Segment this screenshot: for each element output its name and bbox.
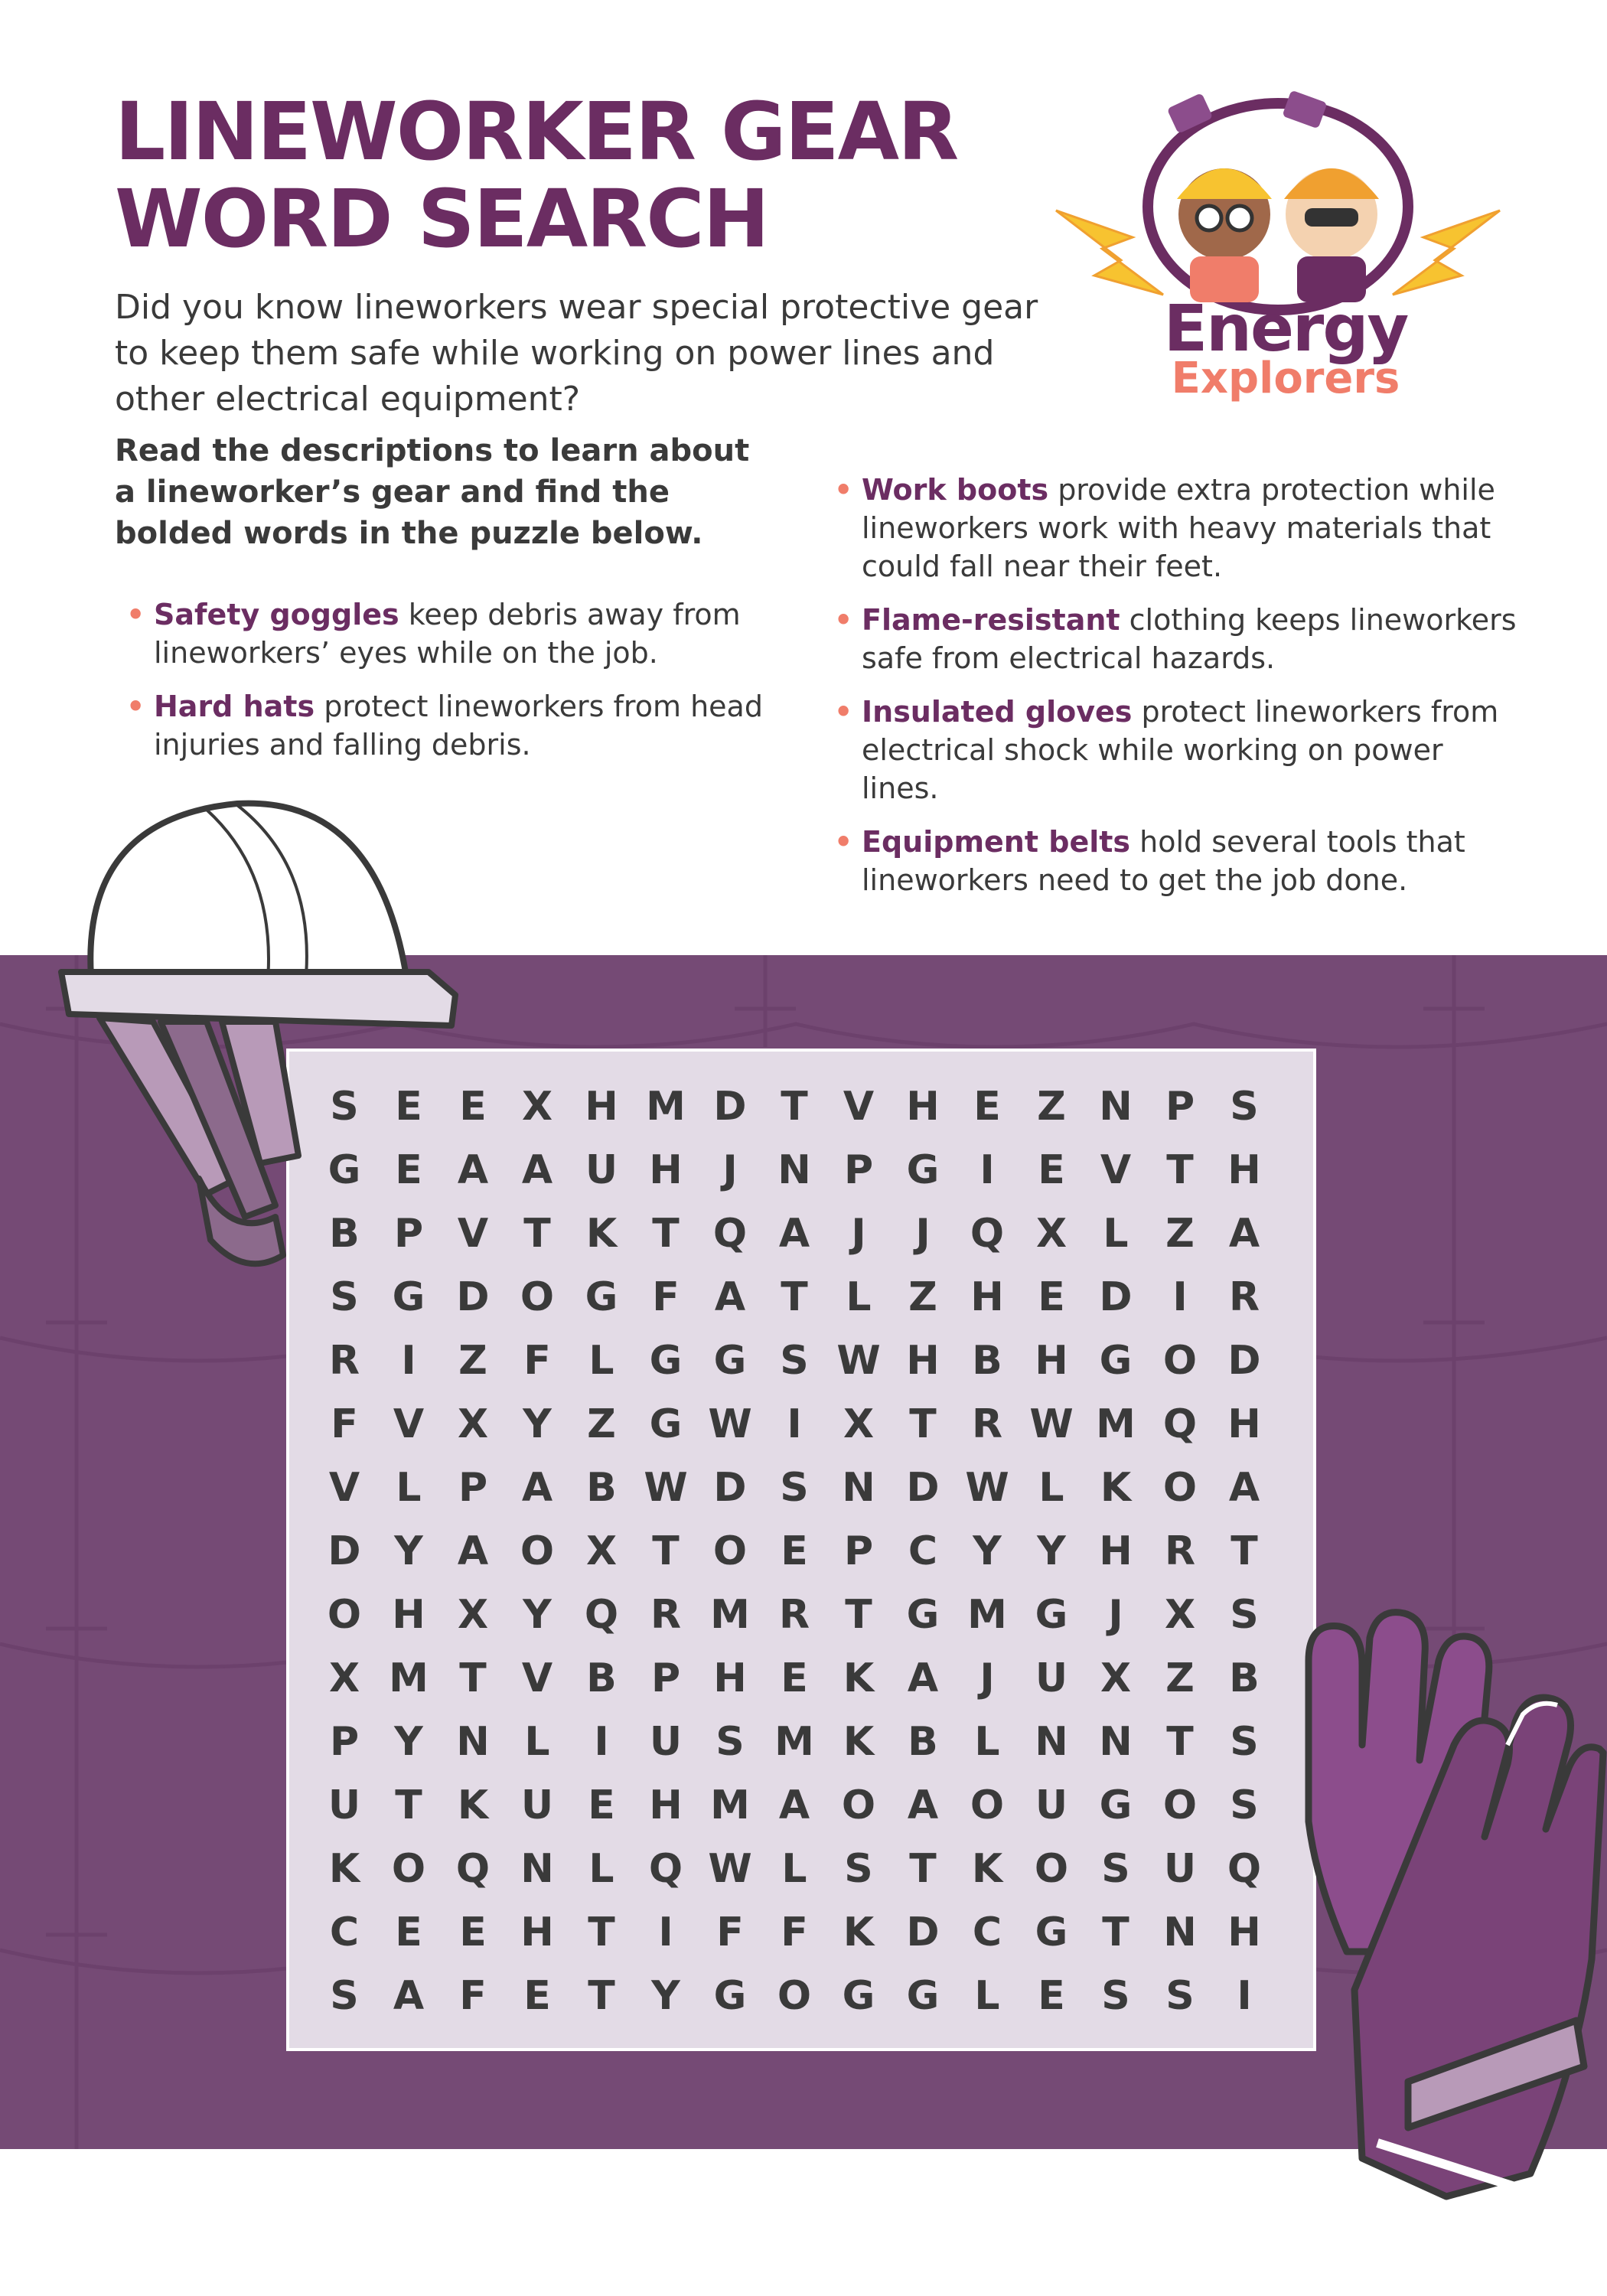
puzzle-letter[interactable]: K xyxy=(1100,1464,1132,1511)
puzzle-letter[interactable]: I xyxy=(658,1909,673,1955)
puzzle-letter[interactable]: L xyxy=(846,1274,872,1320)
puzzle-letter[interactable]: K xyxy=(328,1845,360,1892)
puzzle-letter[interactable]: V xyxy=(393,1401,425,1447)
puzzle-letter[interactable]: F xyxy=(716,1909,744,1955)
puzzle-letter[interactable]: H xyxy=(649,1146,683,1193)
puzzle-letter[interactable]: J xyxy=(915,1210,931,1257)
puzzle-letter[interactable]: X xyxy=(457,1401,489,1447)
gear-descriptions-left xyxy=(126,595,815,779)
puzzle-letter[interactable]: T xyxy=(1166,1146,1194,1193)
insulated-gloves-icon xyxy=(1255,1592,1607,2219)
puzzle-letter[interactable]: H xyxy=(1227,1909,1261,1955)
hard-hat-icon xyxy=(46,765,474,1286)
puzzle-letter[interactable]: A xyxy=(393,1972,425,2019)
puzzle-letter[interactable]: S xyxy=(330,1972,359,2019)
puzzle-letter[interactable]: S xyxy=(1101,1972,1130,2019)
puzzle-letter[interactable]: G xyxy=(1035,1909,1068,1955)
puzzle-letter[interactable]: Z xyxy=(587,1401,616,1447)
puzzle-letter[interactable]: G xyxy=(713,1337,747,1384)
puzzle-letter[interactable]: G xyxy=(392,1274,425,1320)
puzzle-letter[interactable]: D xyxy=(1099,1274,1133,1320)
puzzle-letter[interactable]: T xyxy=(1166,1718,1194,1765)
puzzle-letter[interactable]: E xyxy=(395,1083,422,1130)
bullet-icon: • xyxy=(834,825,853,859)
puzzle-letter[interactable]: H xyxy=(906,1083,940,1130)
puzzle-letter[interactable]: E xyxy=(781,1528,808,1574)
puzzle-letter[interactable]: G xyxy=(585,1274,618,1320)
kid-left-icon xyxy=(1177,168,1272,302)
puzzle-letter[interactable]: K xyxy=(843,1718,875,1765)
puzzle-letter[interactable]: Y xyxy=(394,1528,423,1574)
gear-descriptions-right xyxy=(834,471,1523,915)
puzzle-letter[interactable]: W xyxy=(836,1337,881,1384)
puzzle-letter[interactable]: U xyxy=(1035,1655,1068,1701)
puzzle-letter[interactable]: G xyxy=(906,1972,940,2019)
puzzle-letter[interactable]: X xyxy=(1100,1655,1132,1701)
bullet-icon: • xyxy=(834,473,853,507)
description-item xyxy=(834,471,1523,585)
puzzle-letter[interactable]: W xyxy=(708,1401,752,1447)
puzzle-letter[interactable]: I xyxy=(594,1718,609,1765)
puzzle-letter[interactable]: X xyxy=(1164,1591,1196,1638)
puzzle-letter[interactable]: I xyxy=(401,1337,416,1384)
puzzle-letter[interactable]: U xyxy=(1163,1845,1197,1892)
bullet-icon: • xyxy=(834,695,853,729)
bullet-icon: • xyxy=(126,690,145,723)
page-title xyxy=(115,85,958,266)
puzzle-letter[interactable]: A xyxy=(907,1782,939,1828)
instructions-text: Read the descriptions to learn about a lineworker’s gear and find the bolded words in the puzzle below. xyxy=(115,433,750,551)
puzzle-letter[interactable]: Y xyxy=(394,1718,423,1765)
puzzle-letter[interactable]: G xyxy=(1099,1337,1133,1384)
puzzle-letter[interactable]: F xyxy=(523,1337,551,1384)
puzzle-letter[interactable]: T xyxy=(523,1210,551,1257)
puzzle-letter[interactable]: B xyxy=(908,1718,938,1765)
puzzle-letter[interactable]: A xyxy=(714,1274,746,1320)
puzzle-letter[interactable]: D xyxy=(906,1909,940,1955)
puzzle-letter[interactable]: B xyxy=(329,1210,360,1257)
puzzle-letter[interactable]: Q xyxy=(1162,1401,1198,1447)
puzzle-letter[interactable]: T xyxy=(909,1401,937,1447)
puzzle-letter[interactable]: F xyxy=(652,1274,680,1320)
puzzle-letter[interactable]: H xyxy=(713,1655,747,1701)
puzzle-letter[interactable]: O xyxy=(391,1845,426,1892)
puzzle-letter[interactable]: E xyxy=(588,1782,615,1828)
puzzle-letter[interactable]: G xyxy=(906,1146,940,1193)
puzzle-letter[interactable]: G xyxy=(713,1972,747,2019)
puzzle-letter[interactable]: K xyxy=(843,1655,875,1701)
puzzle-letter[interactable]: E xyxy=(459,1083,487,1130)
plug-icon xyxy=(1167,90,1328,134)
puzzle-letter[interactable]: M xyxy=(1096,1401,1136,1447)
puzzle-letter[interactable]: Q xyxy=(712,1210,748,1257)
puzzle-letter[interactable]: C xyxy=(972,1909,1002,1955)
puzzle-letter[interactable]: T xyxy=(588,1972,615,2019)
puzzle-letter[interactable]: X xyxy=(328,1655,360,1701)
puzzle-letter[interactable]: A xyxy=(457,1146,489,1193)
puzzle-letter[interactable]: E xyxy=(973,1083,1001,1130)
puzzle-letter[interactable]: P xyxy=(843,1146,874,1193)
puzzle-letter[interactable]: S xyxy=(780,1464,809,1511)
puzzle-letter[interactable]: T xyxy=(1102,1909,1129,1955)
puzzle-letter[interactable]: T xyxy=(459,1655,487,1701)
puzzle-letter[interactable]: L xyxy=(524,1718,550,1765)
puzzle-letter[interactable]: A xyxy=(521,1146,553,1193)
lightning-bolt-icon xyxy=(1056,210,1500,295)
puzzle-letter[interactable]: Y xyxy=(973,1528,1002,1574)
kid-right-icon xyxy=(1284,168,1379,302)
puzzle-letter[interactable]: M xyxy=(389,1655,429,1701)
puzzle-letter[interactable]: S xyxy=(330,1083,359,1130)
puzzle-letter[interactable]: F xyxy=(781,1909,808,1955)
puzzle-letter[interactable]: C xyxy=(908,1528,938,1574)
puzzle-letter[interactable]: G xyxy=(1099,1782,1133,1828)
puzzle-letter[interactable]: G xyxy=(328,1146,361,1193)
puzzle-letter[interactable]: O xyxy=(1162,1337,1198,1384)
puzzle-letter[interactable]: I xyxy=(1237,1972,1252,2019)
puzzle-letter[interactable]: S xyxy=(715,1718,745,1765)
puzzle-letter[interactable]: W xyxy=(1029,1401,1074,1447)
puzzle-letter[interactable]: K xyxy=(971,1845,1003,1892)
puzzle-letter[interactable]: J xyxy=(980,1655,995,1701)
intro-text: Did you know lineworkers wear special protective gear to keep them safe while working on power lines and other electrical equipment? xyxy=(115,288,1038,419)
puzzle-letter[interactable]: S xyxy=(780,1337,809,1384)
description-term: Flame-resistant xyxy=(862,603,1120,637)
puzzle-letter[interactable]: Z xyxy=(1165,1210,1195,1257)
puzzle-letter[interactable]: O xyxy=(777,1972,812,2019)
puzzle-letter[interactable]: Z xyxy=(1165,1655,1195,1701)
puzzle-letter[interactable]: T xyxy=(395,1782,422,1828)
puzzle-letter[interactable]: X xyxy=(457,1591,489,1638)
description-text: protect lineworkers from electrical shock while working on power lines. xyxy=(862,695,1499,805)
puzzle-letter[interactable]: P xyxy=(458,1464,488,1511)
logo-text-energy: Energy xyxy=(1163,291,1408,366)
description-text: hold several tools that lineworkers need to get the job done. xyxy=(862,825,1465,897)
puzzle-letter[interactable]: T xyxy=(845,1591,872,1638)
title-line-2: WORD SEARCH xyxy=(115,172,768,266)
puzzle-letter[interactable]: G xyxy=(842,1972,875,2019)
puzzle-letter[interactable]: O xyxy=(520,1528,555,1574)
puzzle-letter[interactable]: E xyxy=(1038,1972,1065,2019)
puzzle-letter[interactable]: W xyxy=(965,1464,1009,1511)
puzzle-letter[interactable]: B xyxy=(972,1337,1002,1384)
puzzle-letter[interactable]: X xyxy=(1035,1210,1068,1257)
puzzle-letter[interactable]: A xyxy=(907,1655,939,1701)
description-term: Hard hats xyxy=(154,690,315,723)
puzzle-letter[interactable]: G xyxy=(1035,1591,1068,1638)
puzzle-letter[interactable]: O xyxy=(520,1274,555,1320)
puzzle-letter[interactable]: S xyxy=(1230,1591,1259,1638)
puzzle-letter[interactable]: Y xyxy=(523,1401,552,1447)
puzzle-letter[interactable]: S xyxy=(1230,1083,1259,1130)
puzzle-letter[interactable]: G xyxy=(649,1401,683,1447)
puzzle-letter[interactable]: N xyxy=(1035,1718,1068,1765)
puzzle-letter[interactable]: B xyxy=(1229,1655,1260,1701)
puzzle-letter[interactable]: P xyxy=(843,1528,874,1574)
puzzle-letter[interactable]: K xyxy=(585,1210,618,1257)
puzzle-letter[interactable]: O xyxy=(1034,1845,1069,1892)
puzzle-letter[interactable]: I xyxy=(1172,1274,1188,1320)
puzzle-letter[interactable]: M xyxy=(967,1591,1007,1638)
puzzle-letter[interactable]: N xyxy=(1099,1718,1133,1765)
puzzle-letter[interactable]: S xyxy=(1230,1782,1259,1828)
puzzle-letter[interactable]: N xyxy=(456,1718,490,1765)
puzzle-letter[interactable]: R xyxy=(778,1591,810,1638)
puzzle-letter[interactable]: Y xyxy=(523,1591,552,1638)
puzzle-letter[interactable]: T xyxy=(909,1845,937,1892)
puzzle-letter[interactable]: O xyxy=(970,1782,1005,1828)
puzzle-letter[interactable]: K xyxy=(843,1909,875,1955)
puzzle-letter[interactable]: D xyxy=(906,1464,940,1511)
puzzle-letter[interactable]: S xyxy=(1101,1845,1130,1892)
puzzle-letter[interactable]: Q xyxy=(584,1591,619,1638)
puzzle-letter[interactable]: X xyxy=(843,1401,875,1447)
puzzle-letter[interactable]: L xyxy=(974,1718,1000,1765)
puzzle-letter[interactable]: B xyxy=(586,1464,617,1511)
puzzle-letter[interactable]: V xyxy=(1100,1146,1132,1193)
puzzle-letter[interactable]: L xyxy=(396,1464,422,1511)
puzzle-letter[interactable]: A xyxy=(521,1464,553,1511)
description-term: Equipment belts xyxy=(862,825,1131,859)
puzzle-letter[interactable]: H xyxy=(906,1337,940,1384)
puzzle-letter[interactable]: V xyxy=(328,1464,360,1511)
puzzle-letter[interactable]: H xyxy=(1227,1401,1261,1447)
puzzle-letter[interactable]: Q xyxy=(970,1210,1005,1257)
puzzle-letter[interactable]: U xyxy=(1035,1782,1068,1828)
puzzle-letter[interactable]: O xyxy=(1162,1464,1198,1511)
description-item xyxy=(834,601,1523,677)
puzzle-letter[interactable]: T xyxy=(652,1528,680,1574)
puzzle-letter[interactable]: M xyxy=(710,1591,750,1638)
puzzle-letter[interactable]: P xyxy=(393,1210,424,1257)
puzzle-letter[interactable]: R xyxy=(1228,1274,1260,1320)
puzzle-letter[interactable]: G xyxy=(649,1337,683,1384)
puzzle-letter[interactable]: T xyxy=(1231,1528,1258,1574)
puzzle-letter[interactable]: G xyxy=(906,1591,940,1638)
puzzle-letter[interactable]: E xyxy=(395,1909,422,1955)
puzzle-letter[interactable]: S xyxy=(1230,1718,1259,1765)
puzzle-letter[interactable]: Z xyxy=(458,1337,487,1384)
puzzle-letter[interactable]: D xyxy=(456,1274,490,1320)
puzzle-letter[interactable]: O xyxy=(712,1528,748,1574)
puzzle-letter[interactable]: O xyxy=(1162,1782,1198,1828)
puzzle-letter[interactable]: H xyxy=(585,1083,618,1130)
puzzle-letter[interactable]: O xyxy=(841,1782,876,1828)
description-item xyxy=(834,693,1523,807)
puzzle-letter[interactable]: J xyxy=(722,1146,738,1193)
description-term: Insulated gloves xyxy=(862,695,1133,729)
puzzle-letter[interactable]: R xyxy=(328,1337,360,1384)
puzzle-letter[interactable]: H xyxy=(520,1909,554,1955)
puzzle-letter[interactable]: X xyxy=(585,1528,618,1574)
puzzle-letter[interactable]: N xyxy=(842,1464,875,1511)
puzzle-letter[interactable]: T xyxy=(781,1083,808,1130)
puzzle-letter[interactable]: N xyxy=(1163,1909,1197,1955)
puzzle-letter[interactable]: B xyxy=(586,1655,617,1701)
puzzle-letter[interactable]: L xyxy=(781,1845,807,1892)
puzzle-letter[interactable]: T xyxy=(781,1274,808,1320)
puzzle-letter[interactable]: S xyxy=(844,1845,873,1892)
puzzle-letter[interactable]: U xyxy=(585,1146,618,1193)
description-item xyxy=(834,823,1523,899)
puzzle-letter[interactable]: V xyxy=(843,1083,875,1130)
puzzle-letter[interactable]: M xyxy=(646,1083,686,1130)
bullet-icon: • xyxy=(834,603,853,637)
puzzle-letter[interactable]: L xyxy=(1103,1210,1129,1257)
puzzle-letter[interactable]: T xyxy=(588,1909,615,1955)
puzzle-letter[interactable]: L xyxy=(974,1972,1000,2019)
puzzle-letter[interactable]: P xyxy=(329,1718,360,1765)
puzzle-letter[interactable]: H xyxy=(970,1274,1004,1320)
puzzle-letter[interactable]: E xyxy=(1038,1146,1065,1193)
puzzle-letter[interactable]: R xyxy=(1164,1528,1196,1574)
puzzle-letter[interactable]: C xyxy=(329,1909,360,1955)
puzzle-letter[interactable]: S xyxy=(1165,1972,1195,2019)
puzzle-letter[interactable]: M xyxy=(710,1782,750,1828)
puzzle-letter[interactable]: D xyxy=(1227,1337,1261,1384)
description-item xyxy=(126,595,815,672)
puzzle-letter[interactable]: R xyxy=(971,1401,1003,1447)
puzzle-letter[interactable]: N xyxy=(777,1146,811,1193)
puzzle-letter[interactable]: W xyxy=(644,1464,688,1511)
puzzle-letter[interactable]: E xyxy=(395,1146,422,1193)
puzzle-letter[interactable]: P xyxy=(1165,1083,1195,1130)
puzzle-letter[interactable]: L xyxy=(1038,1464,1064,1511)
puzzle-letter[interactable]: U xyxy=(649,1718,683,1765)
description-term: Safety goggles xyxy=(154,598,399,631)
bullet-icon: • xyxy=(126,598,145,631)
puzzle-letter[interactable]: F xyxy=(459,1972,487,2019)
puzzle-letter[interactable]: D xyxy=(713,1464,747,1511)
description-text: protect lineworkers from head injuries and falling debris. xyxy=(154,690,763,762)
puzzle-letter[interactable]: Z xyxy=(908,1274,937,1320)
puzzle-letter[interactable]: U xyxy=(328,1782,361,1828)
description-term: Work boots xyxy=(862,473,1049,507)
puzzle-letter[interactable]: W xyxy=(708,1845,752,1892)
puzzle-letter[interactable]: X xyxy=(521,1083,553,1130)
puzzle-letter[interactable]: N xyxy=(520,1845,554,1892)
puzzle-letter[interactable]: E xyxy=(523,1972,551,2019)
description-text: clothing keeps lineworkers safe from electrical hazards. xyxy=(862,603,1517,675)
puzzle-letter[interactable]: J xyxy=(1108,1591,1123,1638)
puzzle-letter[interactable]: O xyxy=(327,1591,362,1638)
puzzle-letter[interactable]: D xyxy=(713,1083,747,1130)
puzzle-letter[interactable]: A xyxy=(1228,1210,1260,1257)
puzzle-letter[interactable]: P xyxy=(650,1655,681,1701)
puzzle-letter[interactable]: Y xyxy=(1037,1528,1066,1574)
puzzle-letter[interactable]: Q xyxy=(455,1845,491,1892)
puzzle-letter[interactable]: Q xyxy=(1227,1845,1262,1892)
puzzle-letter[interactable]: Q xyxy=(648,1845,683,1892)
puzzle-letter[interactable]: A xyxy=(778,1210,810,1257)
puzzle-letter[interactable]: Y xyxy=(651,1972,680,2019)
puzzle-letter[interactable]: H xyxy=(392,1591,425,1638)
puzzle-letter[interactable]: J xyxy=(851,1210,866,1257)
puzzle-letter[interactable]: I xyxy=(787,1401,802,1447)
puzzle-letter[interactable]: N xyxy=(1099,1083,1133,1130)
puzzle-letter[interactable]: E xyxy=(781,1655,808,1701)
puzzle-letter[interactable]: H xyxy=(1099,1528,1133,1574)
description-item xyxy=(126,687,815,764)
puzzle-letter[interactable]: A xyxy=(457,1528,489,1574)
description-text: keep debris away from lineworkers’ eyes while on the job. xyxy=(154,598,741,670)
description-text: provide extra protection while lineworkers work with heavy materials that could fall near their feet. xyxy=(862,473,1495,583)
puzzle-letter[interactable]: U xyxy=(520,1782,554,1828)
puzzle-letter[interactable]: K xyxy=(457,1782,489,1828)
puzzle-letter[interactable]: E xyxy=(459,1909,487,1955)
puzzle-letter[interactable]: A xyxy=(778,1782,810,1828)
puzzle-letter[interactable]: D xyxy=(328,1528,361,1574)
logo-text-explorers: Explorers xyxy=(1171,354,1400,403)
puzzle-letter[interactable]: H xyxy=(1227,1146,1261,1193)
puzzle-letter[interactable]: V xyxy=(521,1655,553,1701)
puzzle-letter[interactable]: T xyxy=(652,1210,680,1257)
title-line-1: LINEWORKER GEAR xyxy=(115,85,958,178)
puzzle-letter[interactable]: V xyxy=(457,1210,489,1257)
puzzle-letter[interactable]: L xyxy=(588,1337,614,1384)
puzzle-letter[interactable]: L xyxy=(588,1845,614,1892)
puzzle-letter[interactable]: F xyxy=(331,1401,358,1447)
puzzle-letter[interactable]: I xyxy=(980,1146,995,1193)
puzzle-letter[interactable]: M xyxy=(774,1718,814,1765)
puzzle-letter[interactable]: A xyxy=(1228,1464,1260,1511)
puzzle-letter[interactable]: E xyxy=(1038,1274,1065,1320)
puzzle-letter[interactable]: R xyxy=(650,1591,682,1638)
puzzle-letter[interactable]: S xyxy=(330,1274,359,1320)
puzzle-letter[interactable]: Z xyxy=(1037,1083,1066,1130)
puzzle-letter[interactable]: H xyxy=(649,1782,683,1828)
puzzle-letter[interactable]: H xyxy=(1035,1337,1068,1384)
